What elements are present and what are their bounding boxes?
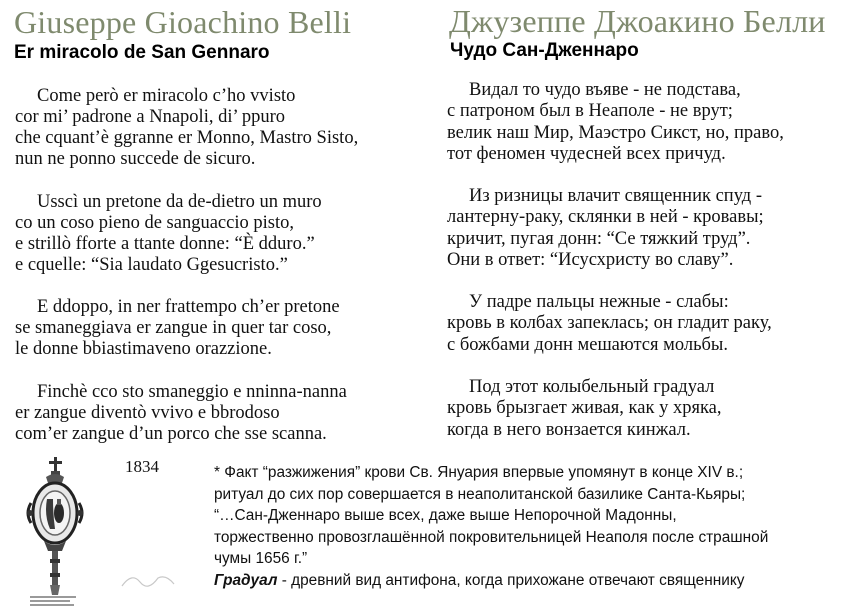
poem-line: велик наш Мир, Маэстро Сикст, но, право,	[447, 122, 784, 143]
poem-line: Видал то чудо въяве - не подстава,	[469, 80, 741, 100]
poem-line: se smaneggiava er zangue in quer tar coso,	[15, 318, 332, 338]
poem-line: nun ne ponno succede de sicuro.	[15, 149, 256, 169]
poem-line: кровь в колбах запеклась; он гладит раку,	[447, 313, 772, 334]
right-stanza-2	[447, 186, 764, 271]
right-subtitle: Чудо Сан-Дженнаро	[450, 40, 639, 61]
poem-line: кричит, пугая донн: “Се тяжкий труд”.	[447, 228, 751, 249]
poem-line: er zangue diventò vvivo e bbrodoso	[15, 403, 280, 423]
poem-line: Из ризницы влачит священник спуд -	[469, 186, 762, 206]
poem-line: когда в него вонзается кинжал.	[447, 419, 691, 440]
illustration-caption	[30, 596, 80, 608]
reliquary-icon	[22, 455, 112, 605]
poem-line: Usscì un pretone da de-dietro un muro	[37, 192, 322, 212]
note-line: торжественно провозглашённой покровительницей Неаполя после страшной	[214, 528, 769, 546]
left-stanza-2	[15, 192, 322, 276]
poem-line: com’er zangue d’un porco che sse scanna.	[15, 424, 327, 444]
poem-line: Под этот колыбельный градуал	[469, 377, 715, 397]
poem-line: Finchè cco sto smaneggio e nninna-nanna	[37, 382, 347, 402]
right-title: Джузеппе Джоакино Белли	[449, 3, 826, 39]
signature-mark	[118, 566, 178, 594]
poem-line: e cquelle: “Sia laudato Ggesucristo.”	[15, 255, 288, 275]
gradual-note	[214, 570, 768, 592]
right-stanza-1	[447, 80, 784, 165]
gradual-term: Градуал	[214, 571, 278, 589]
poem-line: с божбами донн мешаются мольбы.	[447, 334, 728, 355]
note-line: ритуал до сих пор совершается в неаполитанской базилике Санта-Кьяры;	[214, 485, 746, 503]
poem-line: che cquant’è ggranne er Monno, Mastro Sisto,	[15, 128, 359, 148]
poem-line: co un coso pieno de sanguaccio pisto,	[15, 213, 294, 233]
poem-line: cor mi’ padrone a Nnapoli, di’ ppuro	[15, 107, 286, 127]
poem-line: с патроном был в Неаполе - не врут;	[447, 101, 733, 122]
year-label: 1834	[125, 457, 159, 476]
left-title: Giuseppe Gioachino Belli	[14, 4, 352, 40]
poem-line: тот феномен чудесней всех причуд.	[447, 143, 726, 164]
note-line: “…Сан-Дженнаро выше всех, даже выше Непорочной Мадонны,	[214, 507, 677, 524]
left-subtitle: Er miracolo de San Gennaro	[14, 42, 270, 63]
poem-line: лантерну-раку, склянки в ней - кровавы;	[447, 207, 764, 228]
right-stanza-4	[447, 377, 722, 441]
poem-line: Come però er miracolo c’ho vvisto	[37, 86, 296, 106]
left-stanza-3	[15, 297, 340, 360]
footnotes	[214, 462, 768, 591]
note-line: чумы 1656 г.”	[214, 550, 308, 567]
poem-line: E ddoppo, in ner frattempo ch’er pretone	[37, 297, 340, 317]
left-stanza-1	[15, 86, 358, 170]
poem-line: У падре пальцы нежные - слабы:	[469, 292, 729, 312]
poem-line: кровь брызгает живая, как у хряка,	[447, 398, 722, 419]
poem-line: Они в ответ: “Исусхристу во славу”.	[447, 249, 734, 270]
poem-line: e strillò fforte a ttante donne: “È dduro.”	[15, 234, 315, 254]
right-stanza-3	[447, 292, 772, 356]
gradual-definition: - древний вид антифона, когда прихожане отвечают священнику	[277, 571, 745, 589]
poem-line: le donne bbiastimaveno orazzione.	[15, 339, 272, 359]
left-stanza-4	[15, 382, 347, 445]
note-line: * Факт “разжижения” крови Св. Януария впервые упомянут в конце XIV в.;	[214, 464, 744, 481]
